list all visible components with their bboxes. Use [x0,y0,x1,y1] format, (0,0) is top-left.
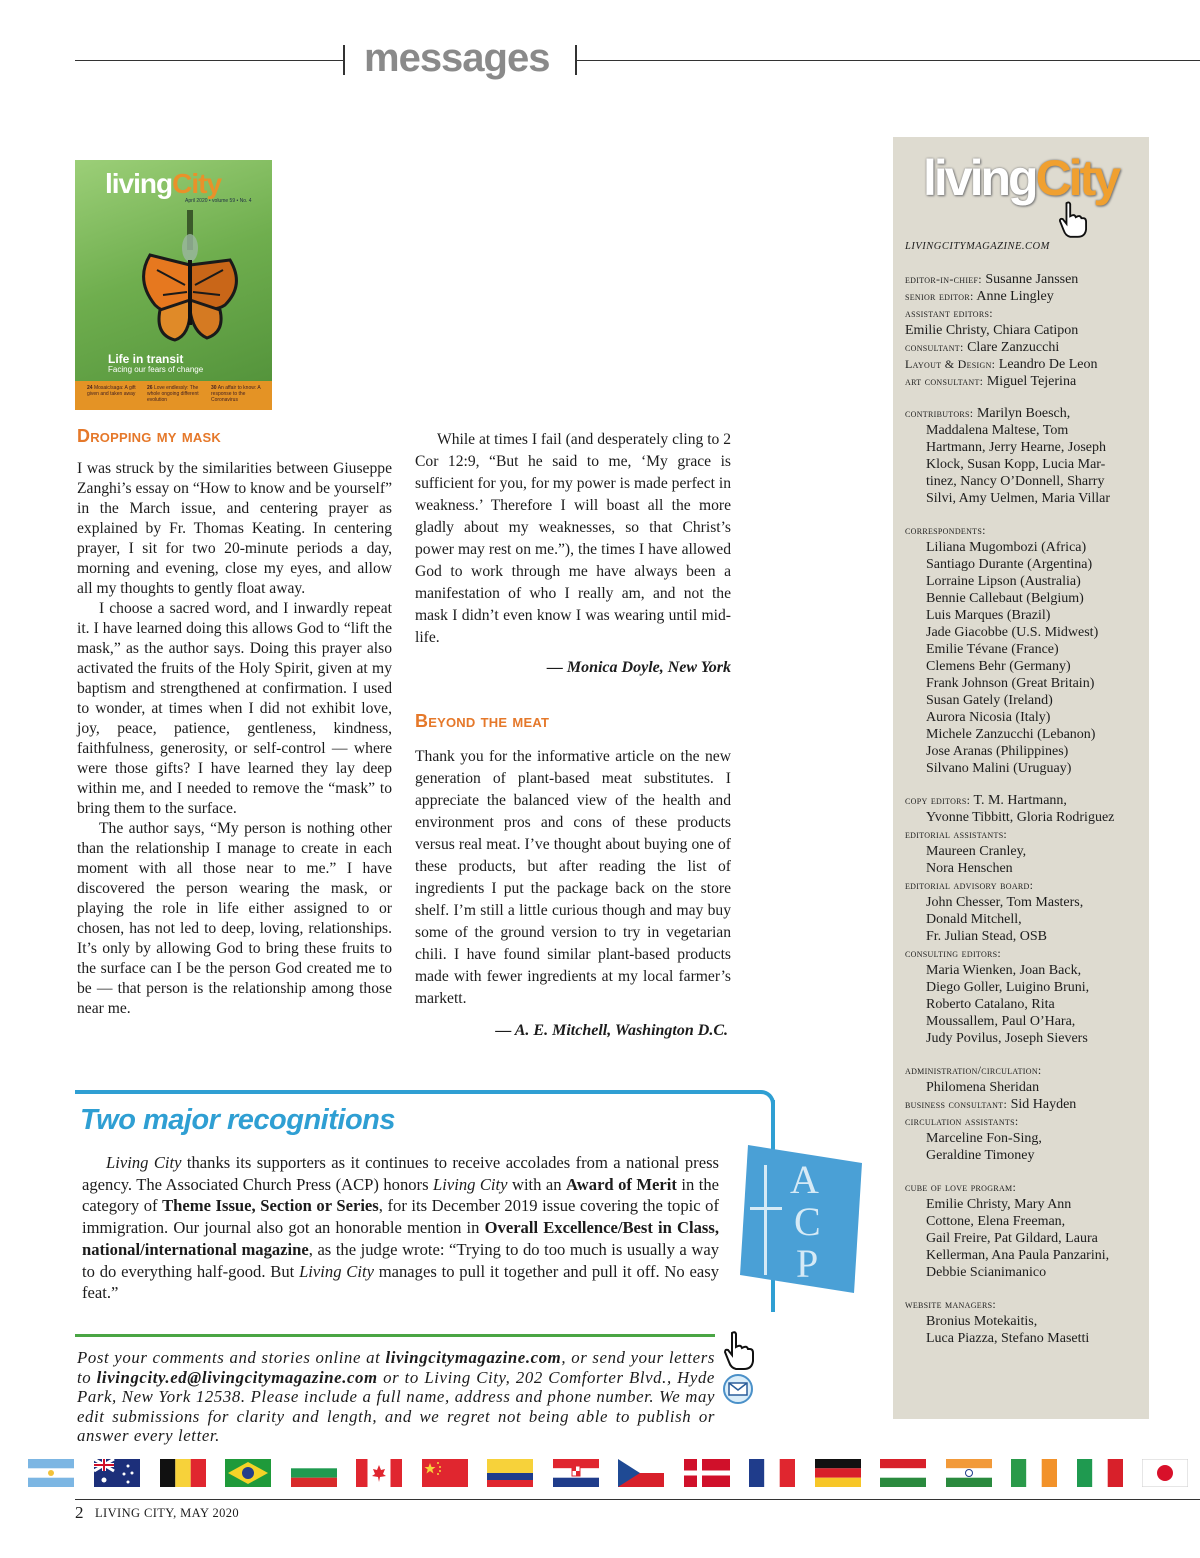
masthead-name: Maria Wienken, Joan Back, [926,963,1082,978]
correspondent: Susan Gately (Ireland) [926,693,1053,708]
article-signature: — A. E. Mitchell, Washington D.C. [495,1022,728,1039]
flag-france-icon [749,1459,795,1487]
cover-item: 30 An affair to know: A response to the Coronavirus [211,385,261,403]
masthead-name: Marceline Fon-Sing, [926,1131,1042,1146]
cover-logo: livingCity [105,168,222,199]
text-segment: , as the judge wrote: “Trying to do too much is usually a way to do everything half-good. But [82,1239,719,1281]
masthead-name: T. M. Hartmann, [973,793,1067,808]
acp-letter: A [790,1157,819,1202]
correspondent: Santiago Durante (Argentina) [926,557,1093,572]
masthead-role: Layout & Design: [905,357,996,371]
correspondent: Clemens Behr (Germany) [926,659,1071,674]
masthead-name: Debbie Scianimanico [926,1265,1047,1280]
header-rule-right [577,60,1200,61]
masthead-name: Gail Freire, Pat Gildard, Laura [926,1231,1098,1246]
masthead-role: assistant editors: [905,306,993,320]
pointer-hand-icon [1059,201,1087,239]
correspondent: Bennie Callebaut (Belgium) [926,591,1084,606]
magazine-name: Living City [299,1261,374,1281]
masthead-role: editor-in-chief: [905,272,982,286]
magazine-name: Living City [106,1153,182,1172]
cover-item: 26 Love endlessly: The whole ongoing different evolution [147,385,199,403]
masthead-name: Maureen Cranley, [926,844,1027,859]
recognition-body [82,1152,719,1304]
flag-croatia-icon [553,1459,599,1487]
text-segment: thanks its supporters as it continues to receive accolades from a national press agency. The Associated Church Press (ACP) honors [82,1153,719,1194]
butterfly-image [135,210,255,350]
masthead-role: art consultant: [905,374,984,388]
magazine-name: Living City [433,1174,508,1194]
correspondent: Aurora Nicosia (Italy) [926,710,1051,725]
masthead-name: Miguel Tejerina [986,374,1077,389]
mail-icon [722,1373,754,1405]
correspondent: Luis Marques (Brazil) [926,608,1051,623]
cover-item: 24 Mosaic/saga: A gift given and taken away [87,385,136,397]
masthead-name: Cottone, Elena Freeman, [926,1214,1066,1229]
masthead-name: Maddalena Maltese, Tom [926,423,1069,438]
contact-info [77,1348,715,1446]
acp-letter: C [794,1199,821,1244]
flag-canada-icon [356,1459,402,1487]
flag-italy-icon [1077,1459,1123,1487]
cover-issue-info: April 2020 • volume 59 • No. 4 [185,198,252,204]
section-title: messages [364,36,550,80]
correspondent: Liliana Mugombozi (Africa) [926,540,1087,555]
award-name: Award of Merit [566,1174,677,1194]
correspondent: Jose Aranas (Philippines) [926,744,1069,759]
issue-label: LIVING CITY, MAY 2020 [95,1506,240,1520]
masthead-role: senior editor: [905,289,974,303]
article-signature: — Monica Doyle, New York [546,659,731,676]
masthead-role: contributors: [905,406,974,420]
masthead-role: editorial advisory board: [905,878,1034,892]
article-title: Dropping my mask [77,426,221,446]
footer-rule [75,1499,1200,1500]
masthead-name: Clare Zanzucchi [967,340,1060,355]
masthead-name: Nora Henschen [926,861,1013,876]
masthead-name: Susanne Janssen [985,272,1079,287]
flag-colombia-icon [487,1459,533,1487]
correspondent: Silvano Malini (Uruguay) [926,761,1072,776]
page-number: 2 [75,1503,84,1522]
masthead-name: Luca Piazza, Stefano Masetti [926,1331,1090,1346]
pointer-hand-icon [724,1331,754,1371]
masthead-role: consultant: [905,340,964,354]
text-segment: or to Living City, 202 Comforter Blvd., Hyde Park, New York 12538. Please include a full name, address and phone number. We may edit submissions for clarity and length, and we regret not being able to publish or answer every letter. [77,1367,715,1445]
article-body [415,746,731,1010]
flag-denmark-icon [684,1459,730,1487]
flag-germany-icon [815,1459,861,1487]
masthead-name: tinez, Nancy O’Donnell, Sharry [926,474,1105,489]
masthead-name: Fr. Julian Stead, OSB [926,929,1047,944]
text-segment: in the category of [82,1174,720,1216]
flag-china-icon [422,1459,468,1487]
paragraph: Thank you for the informative article on the new generation of plant-based meat substitutes. I appreciate the balanced view of the health and environment pros and cons of these products versus real meat. I’ve thought about buying one of these products, but after reading the list of ingredients I put the package back on the store shelf. I’m still a little curious though and may buy some of the ground version to try in vegetarian chili. I have found similar plant-based products made with fewer ingredients at my local farmer’s markett. [415,748,731,1007]
acp-logo [740,1145,866,1293]
paragraph: I was struck by the similarities between Giuseppe Zanghi’s essay on “How to know and be yourself” in the March issue, and centering prayer as explained by Fr. Thomas Keating. In centering prayer, I sit for two 20-minute periods a day, morning and evening, close my eyes, and allow all my thoughts to gently float away. [77,460,392,597]
website-link[interactable]: livingcitymagazine.com [385,1348,562,1367]
contact-rule [75,1334,715,1337]
living-city-logo: livingCity [923,150,1119,206]
masthead-name: Silvi, Amy Uelmen, Maria Villar [926,491,1110,506]
award-category: Theme Issue, Section or Series [162,1196,379,1216]
masthead-name: Sid Hayden [1010,1097,1077,1112]
acp-letter: P [796,1241,819,1286]
masthead-name: Marilyn Boesch, [976,406,1071,421]
masthead-name: Donald Mitchell, [926,912,1022,927]
text-segment: with an [507,1174,567,1194]
masthead-name: Moussallem, Paul O’Hara, [926,1014,1076,1029]
paragraph: The author says, “My person is nothing other than the relationship I manage to create in each moment with all those near to me.” I have discovered the person wearing the mask, or playing the role in life either assigned to or chosen, has not led to deep, loving, relationships. It’s only by allowing God to bring these fruits to the surface can I be the person God created me to be — that person is the relationship among those near me. [77,820,392,1017]
recognition-border-top [75,1090,760,1094]
masthead-name: Roberto Catalano, Rita [926,997,1055,1012]
flag-czech-icon [618,1459,664,1487]
email-link[interactable]: livingcity.ed@livingcitymagazine.com [96,1367,378,1387]
correspondent: Lorraine Lipson (Australia) [926,574,1081,589]
flag-australia-icon [94,1459,140,1487]
correspondent: Jade Giacobbe (U.S. Midwest) [926,625,1099,640]
masthead-list [905,271,1145,1347]
masthead-name: Bronius Motekaitis, [926,1314,1038,1329]
flag-belgium-icon [160,1459,206,1487]
masthead-role: copy editors: [905,793,971,807]
masthead-name: Hartmann, Jerry Hearne, Joseph [926,440,1106,455]
correspondent: Frank Johnson (Great Britain) [926,676,1095,691]
article-body [77,459,392,1019]
flag-brazil-icon [225,1459,271,1487]
header-divider [343,45,345,75]
masthead-name: Klock, Susan Kopp, Lucia Mar- [926,457,1106,472]
masthead-name: Diego Goller, Luigino Bruni, [926,980,1090,995]
article-title: Beyond the meat [415,711,550,731]
paragraph: While at times I fail (and desperately cling to 2 Cor 12:9, “But he said to me, ‘My grace is sufficient for you, for my power is made perfect in weakness.’ Therefore I will boast all the more gladly about my weaknesses, so that Christ’s power may rest on me.”), the times I have allowed God to work through me have always been a manifestation of who I really am, and not the mask I didn’t even know I was wearing until mid-life. [415,431,732,646]
flag-argentina-icon [28,1459,74,1487]
text-segment: Post your comments and stories online at [77,1348,386,1367]
masthead-name: Kellerman, Ana Paula Panzarini, [926,1248,1110,1263]
magazine-cover [75,160,272,410]
masthead-name: Emilie Christy, Chiara Catipon [905,323,1079,338]
masthead-role: editorial assistants: [905,827,1008,841]
paragraph: I choose a sacred word, and I inwardly repeat it. I have learned doing this allows God to “lift the mask,” as the author says. Doing this prayer also activated the fruits of the Holy Spirit, given at my baptism and strengthened at confirmation. I used to wonder, at times when I did not exhibit love, joy, peace, patience, gentleness, kindness, faithfulness, generosity, or self-control — where were those gifts? I have learned they lay deep within me, and I needed to remove the “mask” to bring them to the surface. [77,600,392,817]
masthead-name: Judy Povilus, Joseph Sievers [926,1031,1088,1046]
header-rule-left [75,60,343,61]
cover-headline: Life in transit [108,352,184,366]
flag-hungary-icon [880,1459,926,1487]
masthead-name: Philomena Sheridan [926,1080,1040,1095]
masthead-role: circulation assistants: [905,1114,1019,1128]
masthead-name: Yvonne Tibbitt, Gloria Rodriguez [926,810,1115,825]
correspondent: Michele Zanzucchi (Lebanon) [926,727,1096,742]
masthead-name: John Chesser, Tom Masters, [926,895,1084,910]
recognition-title: Two major recognitions [80,1104,396,1136]
masthead-name: Emilie Christy, Mary Ann [926,1197,1072,1212]
text-segment: , or send your letters to [77,1348,715,1387]
masthead-role: correspondents: [905,523,986,537]
article-body-col2 [415,429,731,649]
flag-ireland-icon [1011,1459,1057,1487]
flag-japan-icon [1142,1459,1188,1487]
masthead-name: Anne Lingley [976,289,1054,304]
magazine-url[interactable]: LIVINGCITYMAGAZINE.COM [905,241,1050,252]
text-segment: manages to pull it together and pull it off. No easy feat.” [82,1261,719,1303]
award-category: Overall Excellence/Best in Class, national/international magazine [82,1218,719,1259]
masthead-role: consulting editors: [905,946,1002,960]
masthead-sidebar [893,137,1149,1419]
masthead-role: website managers: [905,1297,996,1311]
masthead-role: business consultant: [905,1097,1008,1111]
masthead-name: Leandro De Leon [998,357,1098,372]
text-segment: , for its December 2019 issue covering the topic of immigration. Our journal also got an honorable mention in [82,1196,720,1238]
masthead-name: Geraldine Timoney [926,1148,1035,1163]
cover-subhead: Facing our fears of change [108,365,204,374]
correspondent: Emilie Tévane (France) [926,642,1059,657]
masthead-role: cube of love program: [905,1180,1017,1194]
flag-india-icon [946,1459,992,1487]
flag-bulgaria-icon [291,1459,337,1487]
masthead-role: administration/circulation: [905,1063,1042,1077]
